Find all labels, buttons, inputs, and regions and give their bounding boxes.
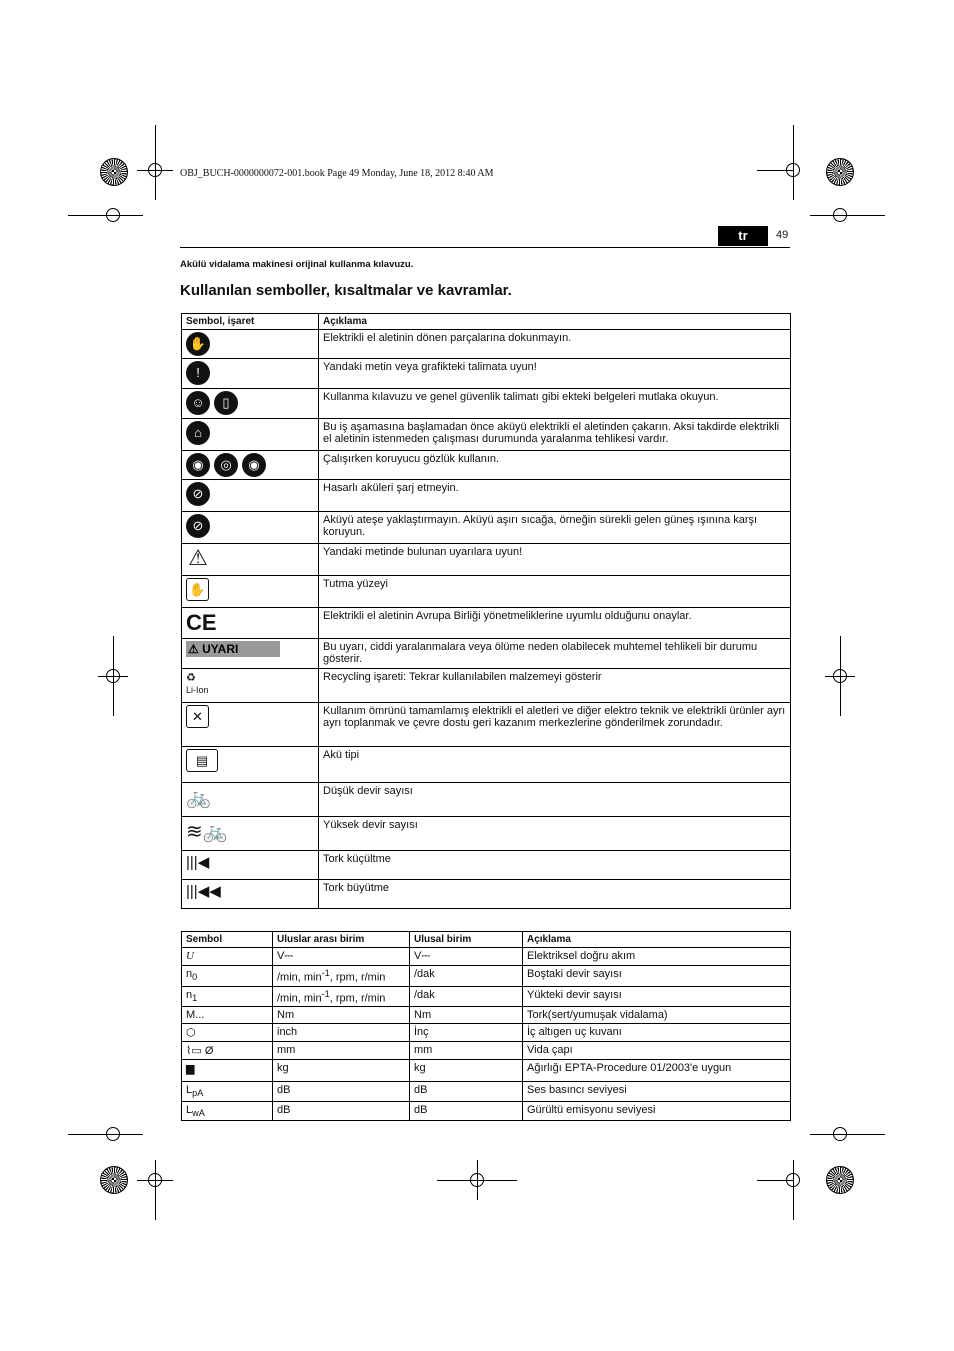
unit-national: dB	[410, 1082, 523, 1101]
table-row	[182, 1042, 791, 1060]
no-touch-rotating-icon: ✋	[186, 332, 210, 356]
no-charge-damaged-icon: ⊘	[186, 482, 210, 506]
column-header-symbol: Sembol	[182, 932, 273, 948]
unit-international: Nm	[273, 1007, 410, 1024]
row-description: Hasarlı aküleri şarj etmeyin.	[319, 480, 791, 512]
column-header-national-unit: Ulusal birim	[410, 932, 523, 948]
table-row	[182, 986, 791, 1007]
hex-icon: ⬡	[186, 1027, 196, 1040]
book-icon: ▯	[214, 391, 238, 415]
unit-national: /dak	[410, 966, 523, 987]
unit-description: Gürültü emisyonu seviyesi	[523, 1101, 791, 1120]
unit-description: Boştaki devir sayısı	[523, 966, 791, 987]
unit-symbol: M...	[182, 1007, 273, 1024]
row-description: Bu iş aşamasına başlamadan önce aküyü elektrikli el aletinden çakarın. Aksi takdirde elektrikli el aletinin istenmeden çalışması durumunda yaralanma tehlikesi vardır.	[319, 419, 791, 451]
table-row	[182, 851, 791, 880]
table-row	[182, 880, 791, 909]
face-shield-icon: ◎	[214, 453, 238, 477]
units-table-header	[182, 932, 791, 948]
header-rule	[180, 247, 790, 248]
unit-description: Ses basıncı seviyesi	[523, 1082, 791, 1101]
crossed-bin-icon: ✕	[186, 705, 209, 728]
recycling-icon: ♻ Li-Ion	[186, 672, 209, 695]
slow-cyclist-icon: 🚲	[186, 787, 211, 809]
unit-national: kg	[410, 1060, 523, 1082]
unit-international: inch	[273, 1024, 410, 1042]
table-row	[182, 419, 791, 451]
row-description: Aküyü ateşe yaklaştırmayın. Aküyü aşırı sıcağa, örneğin sürekli gelen güneş ışınına karşı koruyun.	[319, 512, 791, 544]
unit-international: /min, $\min^{-1}$, rpm, r/min	[273, 986, 410, 1007]
screw-diameter-icon: ⌇▭ Ø	[186, 1045, 214, 1058]
weight-icon: ▆	[186, 1063, 195, 1076]
unit-national: mm	[410, 1042, 523, 1060]
document-subtitle: Akülü vidalama makinesi orijinal kullanma kılavuzu.	[180, 259, 414, 270]
row-description: Elektrikli el aletinin dönen parçalarına dokunmayın.	[319, 330, 791, 359]
units-table	[181, 931, 791, 1121]
row-description: Tork büyütme	[319, 880, 791, 909]
row-description: Kullanım ömrünü tamamlamış elektrikli el aletleri ve diğer elektro teknik ve elektrikli ürünler ayrı ayrı toplanmak ve çevre dostu geri kazanım merkezlerine gönderilmek zorundadır.	[319, 703, 791, 747]
unit-description: Ağırlığı EPTA-Procedure 01/2003'e uygun	[523, 1060, 791, 1082]
table-row	[182, 389, 791, 419]
row-description: Çalışırken koruyucu gözlük kullanın.	[319, 451, 791, 480]
remove-battery-icon: ⌂	[186, 421, 210, 445]
table-row	[182, 1082, 791, 1101]
unit-international: /min, $\min^{-1}$, rpm, r/min	[273, 966, 410, 987]
unit-symbol: U	[182, 948, 273, 966]
read-manual-icon: ☺	[186, 391, 210, 415]
unit-national: /dak	[410, 986, 523, 1007]
row-description: Yandaki metinde bulunan uyarılara uyun!	[319, 544, 791, 576]
warning-triangle-icon: ⚠	[188, 545, 208, 570]
table-row	[182, 1060, 791, 1082]
table-row	[182, 576, 791, 608]
table-row	[182, 703, 791, 747]
table-row	[182, 512, 791, 544]
table-row	[182, 608, 791, 639]
table-row	[182, 669, 791, 703]
table-row	[182, 747, 791, 783]
ce-mark-icon: CE	[186, 610, 217, 635]
row-description: Düşük devir sayısı	[319, 783, 791, 817]
registration-rosette-icon	[826, 158, 854, 186]
unit-international: kg	[273, 1060, 410, 1082]
row-description: Kullanma kılavuzu ve genel güvenlik talimatı gibi ekteki belgeleri mutlaka okuyun.	[319, 389, 791, 419]
safety-glasses-icon: ◉	[242, 453, 266, 477]
row-description: Tork küçültme	[319, 851, 791, 880]
unit-description: Elektriksel doğru akım	[523, 948, 791, 966]
column-header-international-unit: Uluslar arası birim	[273, 932, 410, 948]
unit-national: İnç	[410, 1024, 523, 1042]
grip-surface-icon: ✋	[186, 578, 209, 601]
row-description: Elektrikli el aletinin Avrupa Birliği yönetmeliklerine uyumlu olduğunu onaylar.	[319, 608, 791, 639]
row-description: Bu uyarı, ciddi yaralanmalara veya ölüme neden olabilecek muhtemel tehlikeli bir durumu gösterir.	[319, 639, 791, 669]
unit-description: Yükteki devir sayısı	[523, 986, 791, 1007]
table-row	[182, 359, 791, 389]
page-number: 49	[776, 229, 789, 241]
symbols-table-header	[182, 314, 791, 330]
registration-rosette-icon	[100, 158, 128, 186]
unit-symbol: $L_{wA}$	[182, 1101, 273, 1120]
row-description: Yüksek devir sayısı	[319, 817, 791, 851]
row-description: Akü tipi	[319, 747, 791, 783]
unit-national: dB	[410, 1101, 523, 1120]
row-description: Recycling işareti: Tekrar kullanılabilen malzemeyi gösterir	[319, 669, 791, 703]
exclamation-icon: !	[186, 361, 210, 385]
table-row	[182, 451, 791, 480]
file-info-line: OBJ_BUCH-0000000072-001.book Page 49 Monday, June 18, 2012 8:40 AM	[180, 168, 494, 179]
unit-description: Vida çapı	[523, 1042, 791, 1060]
no-fire-icon: ⊘	[186, 514, 210, 538]
section-title: Kullanılan semboller, kısaltmalar ve kavramlar.	[180, 282, 512, 299]
unit-international: dB	[273, 1101, 410, 1120]
unit-description: İç altıgen uç kuvanı	[523, 1024, 791, 1042]
table-row	[182, 480, 791, 512]
torque-increase-icon: |||◀◀	[186, 883, 221, 900]
unit-description: Tork(sert/yumuşak vidalama)	[523, 1007, 791, 1024]
row-description: Yandaki metin veya grafikteki talimata uyun!	[319, 359, 791, 389]
table-row	[182, 966, 791, 987]
symbols-table	[181, 313, 791, 909]
table-row	[182, 330, 791, 359]
table-row	[182, 948, 791, 966]
unit-symbol: $L_{pA}$	[182, 1082, 273, 1101]
column-header-symbol: Sembol, işaret	[182, 314, 319, 330]
table-row	[182, 817, 791, 851]
table-row	[182, 1024, 791, 1042]
battery-type-icon: ▤	[186, 749, 218, 772]
unit-symbol: $n_1$	[182, 986, 273, 1007]
registration-rosette-icon	[100, 1166, 128, 1194]
column-header-description: Açıklama	[319, 314, 791, 330]
unit-international: dB	[273, 1082, 410, 1101]
table-row	[182, 544, 791, 576]
unit-international: mm	[273, 1042, 410, 1060]
language-tab: tr	[718, 226, 768, 246]
table-row	[182, 1101, 791, 1120]
unit-symbol: $n_0$	[182, 966, 273, 987]
row-description: Tutma yüzeyi	[319, 576, 791, 608]
goggles-icon: ◉	[186, 453, 210, 477]
torque-decrease-icon: |||◀	[186, 854, 210, 871]
registration-rosette-icon	[826, 1166, 854, 1194]
table-row	[182, 1007, 791, 1024]
uyari-label: ⚠ UYARI	[186, 641, 280, 657]
unit-national: Nm	[410, 1007, 523, 1024]
table-row	[182, 639, 791, 669]
fast-cyclist-icon: ≋🚲	[186, 821, 228, 843]
unit-national: V⎓	[410, 948, 523, 966]
column-header-description: Açıklama	[523, 932, 791, 948]
table-row	[182, 783, 791, 817]
unit-international: V⎓	[273, 948, 410, 966]
